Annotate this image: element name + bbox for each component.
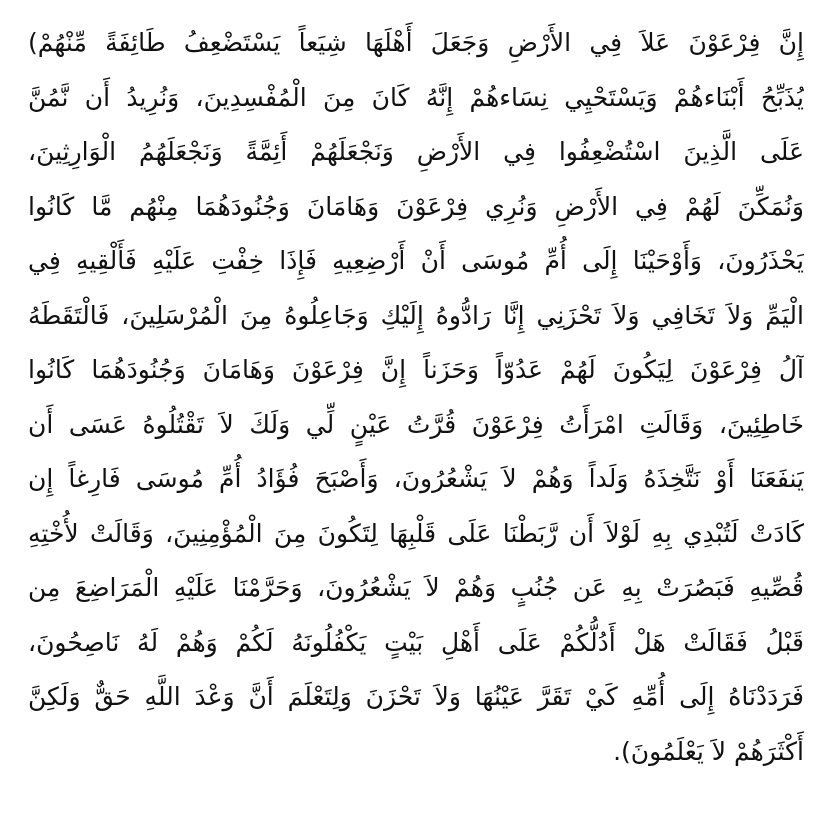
- text-line: قُصِّيهِ فَبَصُرَتْ بِهِ عَن جُنُبٍ وَهُمْ لاَ يَشْعُرُونَ، وَحَرَّمْنَا عَلَيْهِ الْمَرَاضِعَ مِن: [28, 573, 804, 602]
- text-line: كَادَتْ لَتُبْدِي بِهِ لَوْلاَ أَن رَّبَطْنَا عَلَى قَلْبِهَا لِتَكُونَ مِنَ الْمُؤْمِنِينَ، وَقَالَتْ لأُخْتِهِ: [28, 518, 804, 548]
- text-line: خَاطِئِينَ، وَقَالَتِ امْرَأَتُ فِرْعَوْنَ قُرَّتُ عَيْنٍ لِّي وَلَكَ لاَ تَقْتُلُوهُ عَسَى أَن: [28, 409, 804, 439]
- text-line: وَنُمَكِّنَ لَهُمْ فِي الأَرْضِ وَنُرِي فِرْعَوْنَ وَهَامَانَ وَجُنُودَهُمَا مِنْهُم مَّا كَانُوا: [28, 191, 804, 221]
- text-line: يَنفَعَنَا أَوْ نَتَّخِذَهُ وَلَداً وَهُمْ لاَ يَشْعُرُونَ، وَأَصْبَحَ فُؤَادُ أُمِّ مُوسَى فَارِغاً إِن: [28, 464, 804, 493]
- text-line: فَرَدَدْنَاهُ إِلَى أُمِّهِ كَيْ تَقَرَّ عَيْنُهَا وَلاَ تَحْزَنَ وَلِتَعْلَمَ أَنَّ وَعْدَ اللَّهِ حَقٌّ وَلَكِنَّ: [28, 682, 804, 711]
- text-line: يُذَبِّحُ أَبْنَاءهُمْ وَيَسْتَحْيِي نِسَاءهُمْ إِنَّهُ كَانَ مِنَ الْمُفْسِدِينَ، وَنُرِيدُ أَن نَّمُنَّ: [28, 82, 804, 112]
- document-page: [28, 16, 804, 806]
- text-line: قَبْلُ فَقَالَتْ هَلْ أَدُلُّكُمْ عَلَى أَهْلِ بَيْتٍ يَكْفُلُونَهُ لَكُمْ وَهُمْ لَهُ نَاصِحُونَ،: [28, 627, 804, 657]
- text-line: الْيَمِّ وَلاَ تَخَافِي وَلاَ تَحْزَنِي إِنَّا رَادُّوهُ إِلَيْكِ وَجَاعِلُوهُ مِنَ الْمُرْسَلِينَ، فَالْتَقَطَهُ: [28, 300, 804, 330]
- text-line: عَلَى الَّذِينَ اسْتُضْعِفُوا فِي الأَرْضِ وَنَجْعَلَهُمْ أَئِمَّةً وَنَجْعَلَهُمُ الْوَارِثِينَ،: [28, 137, 804, 166]
- text-line-last: أَكْثَرَهُمْ لاَ يَعْلَمُونَ).: [613, 736, 804, 766]
- text-line: يَحْذَرُونَ، وَأَوْحَيْنَا إِلَى أُمِّ مُوسَى أَنْ أَرْضِعِيهِ فَإِذَا خِفْتِ عَلَيْهِ فَأَلْقِيهِ فِي: [28, 246, 804, 275]
- text-line: إِنَّ فِرْعَوْنَ عَلاَ فِي الأَرْضِ وَجَعَلَ أَهْلَهَا شِيَعاً يَسْتَضْعِفُ طَائِفَةً مِّنْهُمْ): [28, 28, 804, 57]
- text-line: آلُ فِرْعَوْنَ لِيَكُونَ لَهُمْ عَدُوّاً وَحَزَناً إِنَّ فِرْعَوْنَ وَهَامَانَ وَجُنُودَهُمَا كَانُوا: [28, 355, 804, 384]
